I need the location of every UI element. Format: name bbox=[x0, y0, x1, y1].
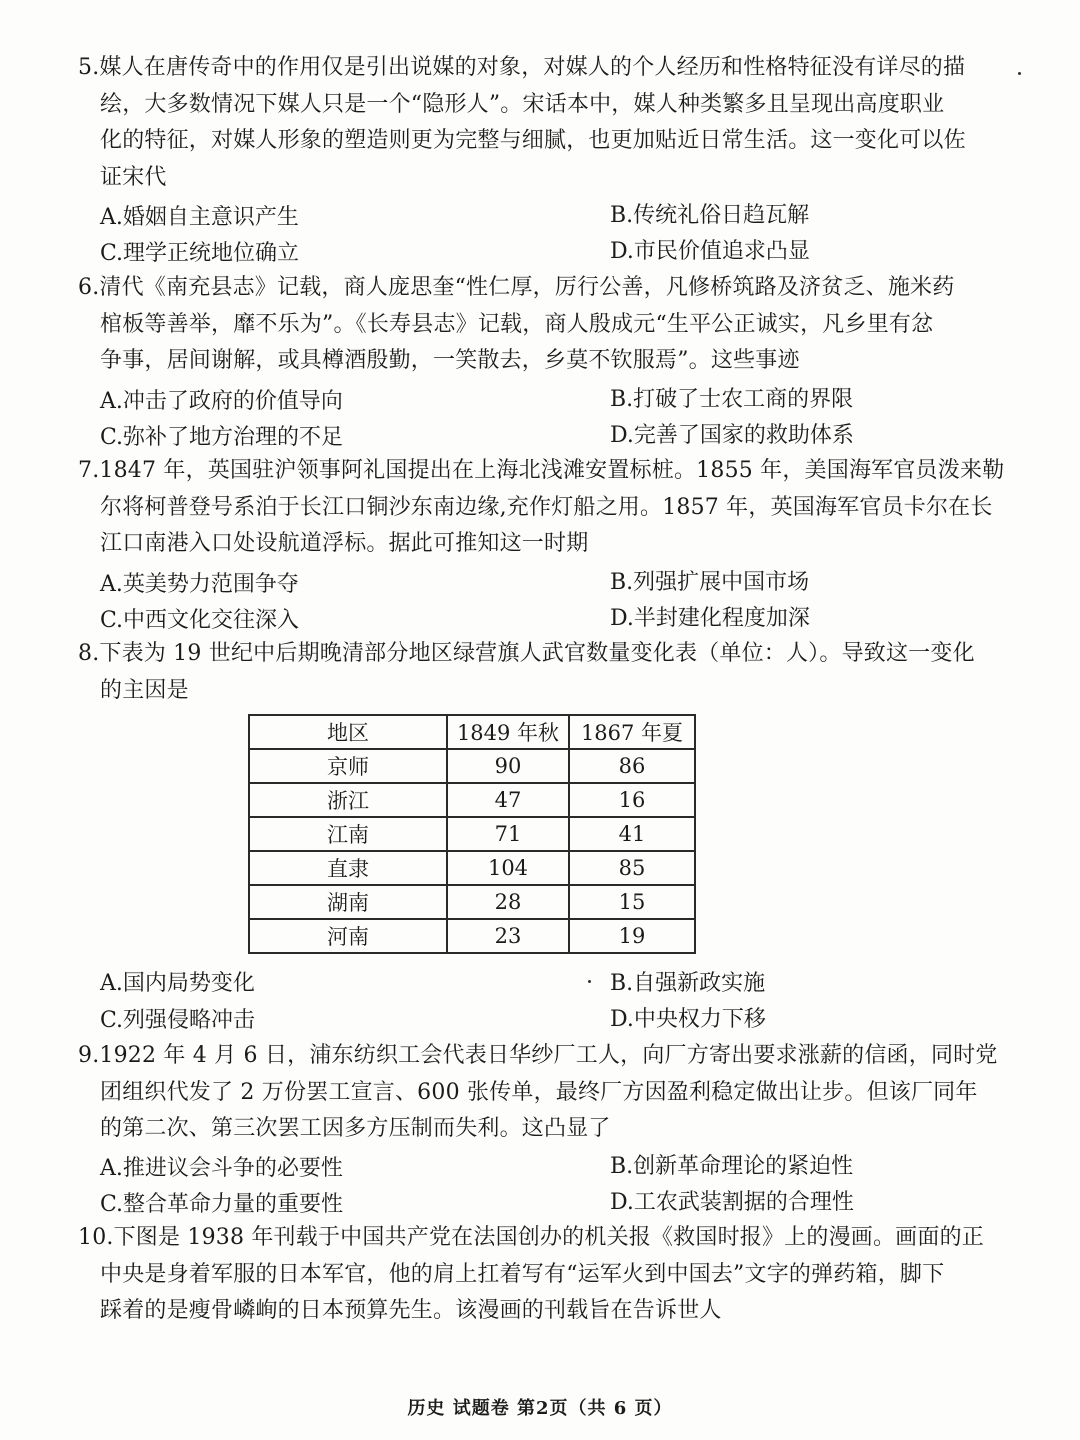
table-cell: 90 bbox=[447, 749, 569, 783]
question-6-option-d: D.完善了国家的救助体系 bbox=[610, 423, 854, 448]
table-cell: 41 bbox=[569, 817, 695, 851]
table-cell: 86 bbox=[569, 749, 695, 783]
question-6 bbox=[78, 270, 978, 380]
question-10 bbox=[78, 1220, 984, 1330]
question-10-line: 中央是身着军服的日本军官，他的肩上扛着写有“运军火到中国去”文字的弹药箱，脚下 bbox=[100, 1261, 945, 1287]
question-9-line: 9.1922 年 4 月 6 日，浦东纺织工会代表日华纱厂工人，向厂方寄出要求涨薪的信函，同时党 bbox=[78, 1043, 998, 1068]
scan-speck bbox=[588, 980, 591, 983]
page-footer: 历史 试题卷 第2页（共 6 页） bbox=[407, 1398, 673, 1419]
table-row bbox=[249, 851, 695, 885]
table-cell: 16 bbox=[569, 783, 695, 817]
question-9-option-c: C.整合革命力量的重要性 bbox=[100, 1192, 344, 1217]
table-cell: 23 bbox=[447, 919, 569, 953]
question-9 bbox=[78, 1038, 998, 1148]
question-7 bbox=[78, 453, 1005, 563]
scan-speck bbox=[1018, 72, 1021, 75]
table-row bbox=[249, 817, 695, 851]
question-6-line: 争事，居间谢解，或具樽酒殷勤，一笑散去，乡莫不钦服焉”。这些事迹 bbox=[100, 348, 800, 373]
question-9-line: 团组织代发了 2 万份罢工宣言、600 张传单，最终厂方因盈利稳定做出让步。但该厂同年 bbox=[100, 1079, 978, 1105]
table-cell: 19 bbox=[569, 919, 695, 953]
question-7-option-a: A.英美势力范围争夺 bbox=[100, 572, 299, 597]
table-cell: 47 bbox=[447, 783, 569, 817]
question-7-option-c: C.中西文化交往深入 bbox=[100, 608, 300, 633]
question-6-line: 棺板等善举，靡不乐为”。《长寿县志》记载，商人殷成元“生平公正诚实，凡乡里有忿 bbox=[100, 311, 934, 337]
question-6-option-b: B.打破了士农工商的界限 bbox=[610, 387, 854, 412]
table-header-cell: 1867 年夏 bbox=[569, 715, 695, 749]
question-5-line: 5.媒人在唐传奇中的作用仅是引出说媒的对象，对媒人的个人经历和性格特征没有详尽的描 bbox=[78, 55, 966, 80]
question-5-option-b: B.传统礼俗日趋瓦解 bbox=[610, 203, 810, 228]
table-cell: 江南 bbox=[249, 817, 447, 851]
table-cell: 71 bbox=[447, 817, 569, 851]
question-7-line: 7.1847 年，英国驻沪领事阿礼国提出在上海北浅滩安置标桩。1855 年，美国海军官员泼来勒 bbox=[78, 458, 1005, 483]
question-7-line: 江口南港入口处设航道浮标。据此可推知这一时期 bbox=[100, 531, 589, 556]
question-5-option-c: C.理学正统地位确立 bbox=[100, 241, 300, 266]
table-header-cell: 1849 年秋 bbox=[447, 715, 569, 749]
table-cell: 15 bbox=[569, 885, 695, 919]
table-cell: 28 bbox=[447, 885, 569, 919]
question-5-line: 证宋代 bbox=[100, 164, 167, 190]
question-5 bbox=[78, 50, 978, 196]
question-5-option-a: A.婚姻自主意识产生 bbox=[100, 205, 299, 230]
question-8-option-c: C.列强侵略冲击 bbox=[100, 1008, 256, 1033]
table-cell: 京师 bbox=[249, 749, 447, 783]
table-row bbox=[249, 749, 695, 783]
table-cell: 104 bbox=[447, 851, 569, 885]
question-8-line: 8.下表为 19 世纪中后期晚清部分地区绿营旗人武官数量变化表（单位：人）。导致这一变化 bbox=[78, 641, 975, 666]
table-header-row bbox=[249, 715, 695, 749]
question-5-line: 化的特征，对媒人形象的塑造则更为完整与细腻，也更加贴近日常生活。这一变化可以佐 bbox=[100, 128, 966, 153]
table-cell: 直隶 bbox=[249, 851, 447, 885]
question-9-option-a: A.推进议会斗争的必要性 bbox=[100, 1156, 343, 1181]
question-6-line: 6.清代《南充县志》记载，商人庞思奎“性仁厚，厉行公善，凡修桥筑路及济贫乏、施米药 bbox=[78, 275, 955, 300]
question-10-line: 10.下图是 1938 年刊载于中国共产党在法国创办的机关报《救国时报》上的漫画。画面的正 bbox=[78, 1225, 984, 1250]
question-8 bbox=[78, 636, 978, 709]
question-9-option-d: D.工农武装割据的合理性 bbox=[610, 1190, 854, 1215]
question-9-option-b: B.创新革命理论的紧迫性 bbox=[610, 1154, 854, 1179]
table-cell: 85 bbox=[569, 851, 695, 885]
table-cell: 河南 bbox=[249, 919, 447, 953]
question-8-option-b: B.自强新政实施 bbox=[610, 971, 766, 996]
question-8-option-a: A.国内局势变化 bbox=[100, 971, 255, 996]
question-6-option-c: C.弥补了地方治理的不足 bbox=[100, 425, 344, 450]
table-header-cell: 地区 bbox=[249, 715, 447, 749]
question-10-line: 踩着的是瘦骨嶙峋的日本预算先生。该漫画的刊载旨在告诉世人 bbox=[100, 1298, 722, 1323]
question-8-option-d: D.中央权力下移 bbox=[610, 1007, 766, 1032]
table-row bbox=[249, 919, 695, 953]
question-5-option-d: D.市民价值追求凸显 bbox=[610, 239, 810, 264]
question-7-option-b: B.列强扩展中国市场 bbox=[610, 570, 810, 595]
question-6-option-a: A.冲击了政府的价值导向 bbox=[100, 389, 343, 414]
data-table bbox=[248, 714, 696, 954]
table-row bbox=[249, 783, 695, 817]
question-8-line: 的主因是 bbox=[100, 677, 189, 703]
table-cell: 湖南 bbox=[249, 885, 447, 919]
table-row bbox=[249, 885, 695, 919]
table-cell: 浙江 bbox=[249, 783, 447, 817]
question-7-line: 尔将柯普登号系泊于长江口铜沙东南边缘,充作灯船之用。1857 年，英国海军官员卡尔在长 bbox=[100, 494, 993, 520]
question-5-line: 绘，大多数情况下媒人只是一个“隐形人”。宋话本中，媒人种类繁多且呈现出高度职业 bbox=[100, 91, 945, 117]
question-9-line: 的第二次、第三次罢工因多方压制而失利。这凸显了 bbox=[100, 1116, 611, 1141]
question-7-option-d: D.半封建化程度加深 bbox=[610, 606, 810, 631]
